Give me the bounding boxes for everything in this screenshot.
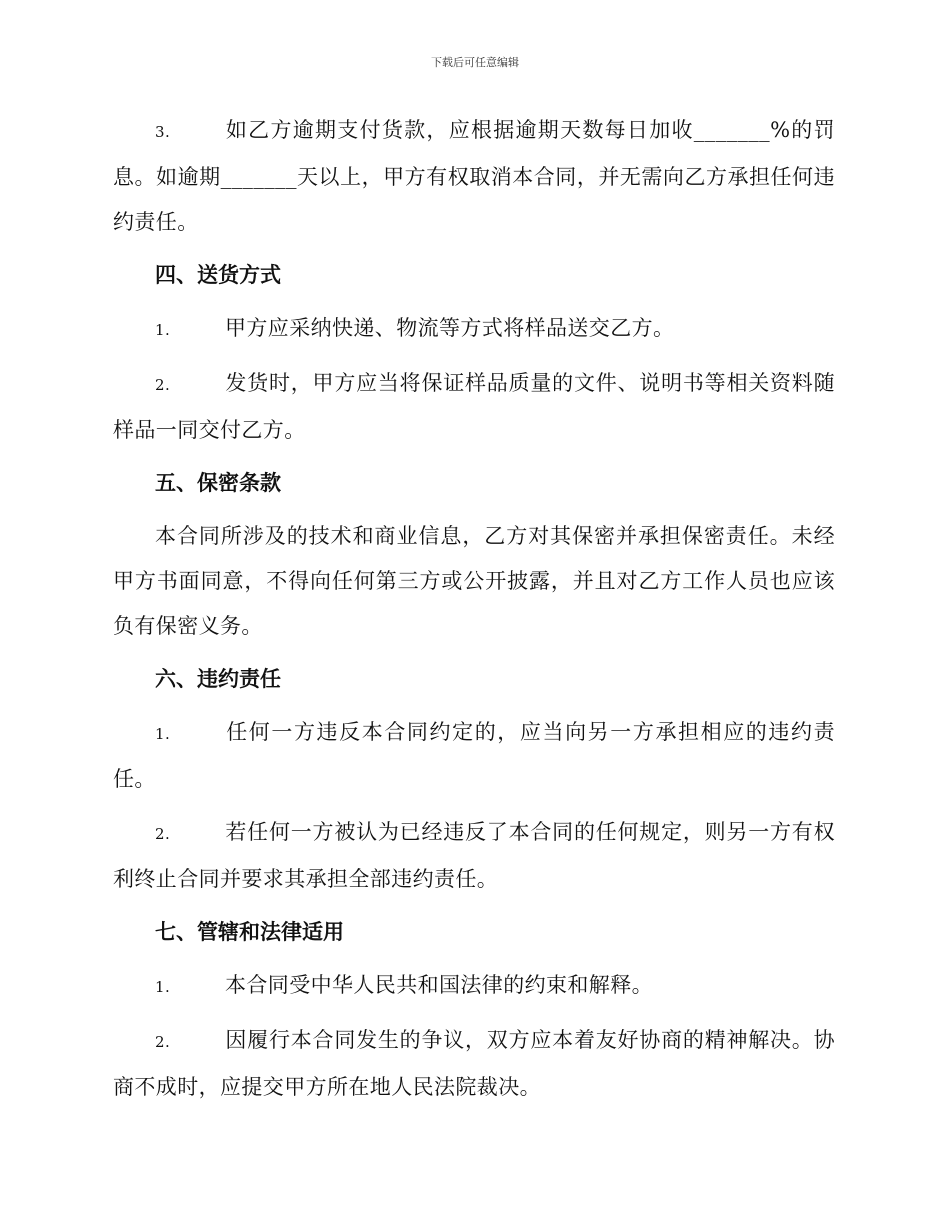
section-heading-breach: 六、违约责任 <box>155 667 281 691</box>
clause-text: 发货时，甲方应当将保证样品质量的文件、说明书等相关资料随样品一同交付乙方。 <box>113 371 835 442</box>
jurisdiction-item-1 <box>113 963 835 1010</box>
section-heading-delivery: 四、送货方式 <box>155 263 281 287</box>
confidentiality-paragraph: 本合同所涉及的技术和商业信息，乙方对其保密并承担保密责任。未经甲方书面同意，不得向任何第三方或公开披露，并且对乙方工作人员也应该负有保密义务。 <box>113 524 835 638</box>
delivery-item-1 <box>113 306 835 353</box>
clause-number: 1. <box>155 978 171 996</box>
clause-text: 因履行本合同发生的争议，双方应本着友好协商的精神解决。协商不成时，应提交甲方所在地人民法院裁决。 <box>113 1028 835 1099</box>
clause-text: 任何一方违反本合同约定的，应当向另一方承担相应的违约责任。 <box>113 720 835 791</box>
clause-3-paragraph <box>113 108 835 245</box>
clause-number: 2. <box>155 376 171 394</box>
breach-item-1 <box>113 710 835 802</box>
page-header: 下载后可任意编辑 <box>431 56 519 69</box>
clause-number: 3. <box>155 123 171 141</box>
delivery-item-2 <box>113 361 835 453</box>
section-heading-jurisdiction: 七、管辖和法律适用 <box>155 920 344 944</box>
breach-item-2 <box>113 810 835 902</box>
section-heading-confidentiality: 五、保密条款 <box>155 471 281 495</box>
clause-number: 2. <box>155 1033 171 1051</box>
clause-number: 1. <box>155 725 171 743</box>
clause-number: 1. <box>155 321 171 339</box>
document-body <box>113 108 835 1118</box>
jurisdiction-item-2 <box>113 1018 835 1110</box>
clause-text: 若任何一方被认为已经违反了本合同的任何规定，则另一方有权利终止合同并要求其承担全部违约责任。 <box>113 820 835 891</box>
clause-text: 本合同受中华人民共和国法律的约束和解释。 <box>225 973 653 997</box>
clause-text: 如乙方逾期支付货款，应根据逾期天数每日加收_______%的罚息。如逾期_______天以上，甲方有权取消本合同，并无需向乙方承担任何违约责任。 <box>113 118 835 234</box>
clause-text: 甲方应采纳快递、物流等方式将样品送交乙方。 <box>225 316 675 340</box>
clause-number: 2. <box>155 825 171 843</box>
